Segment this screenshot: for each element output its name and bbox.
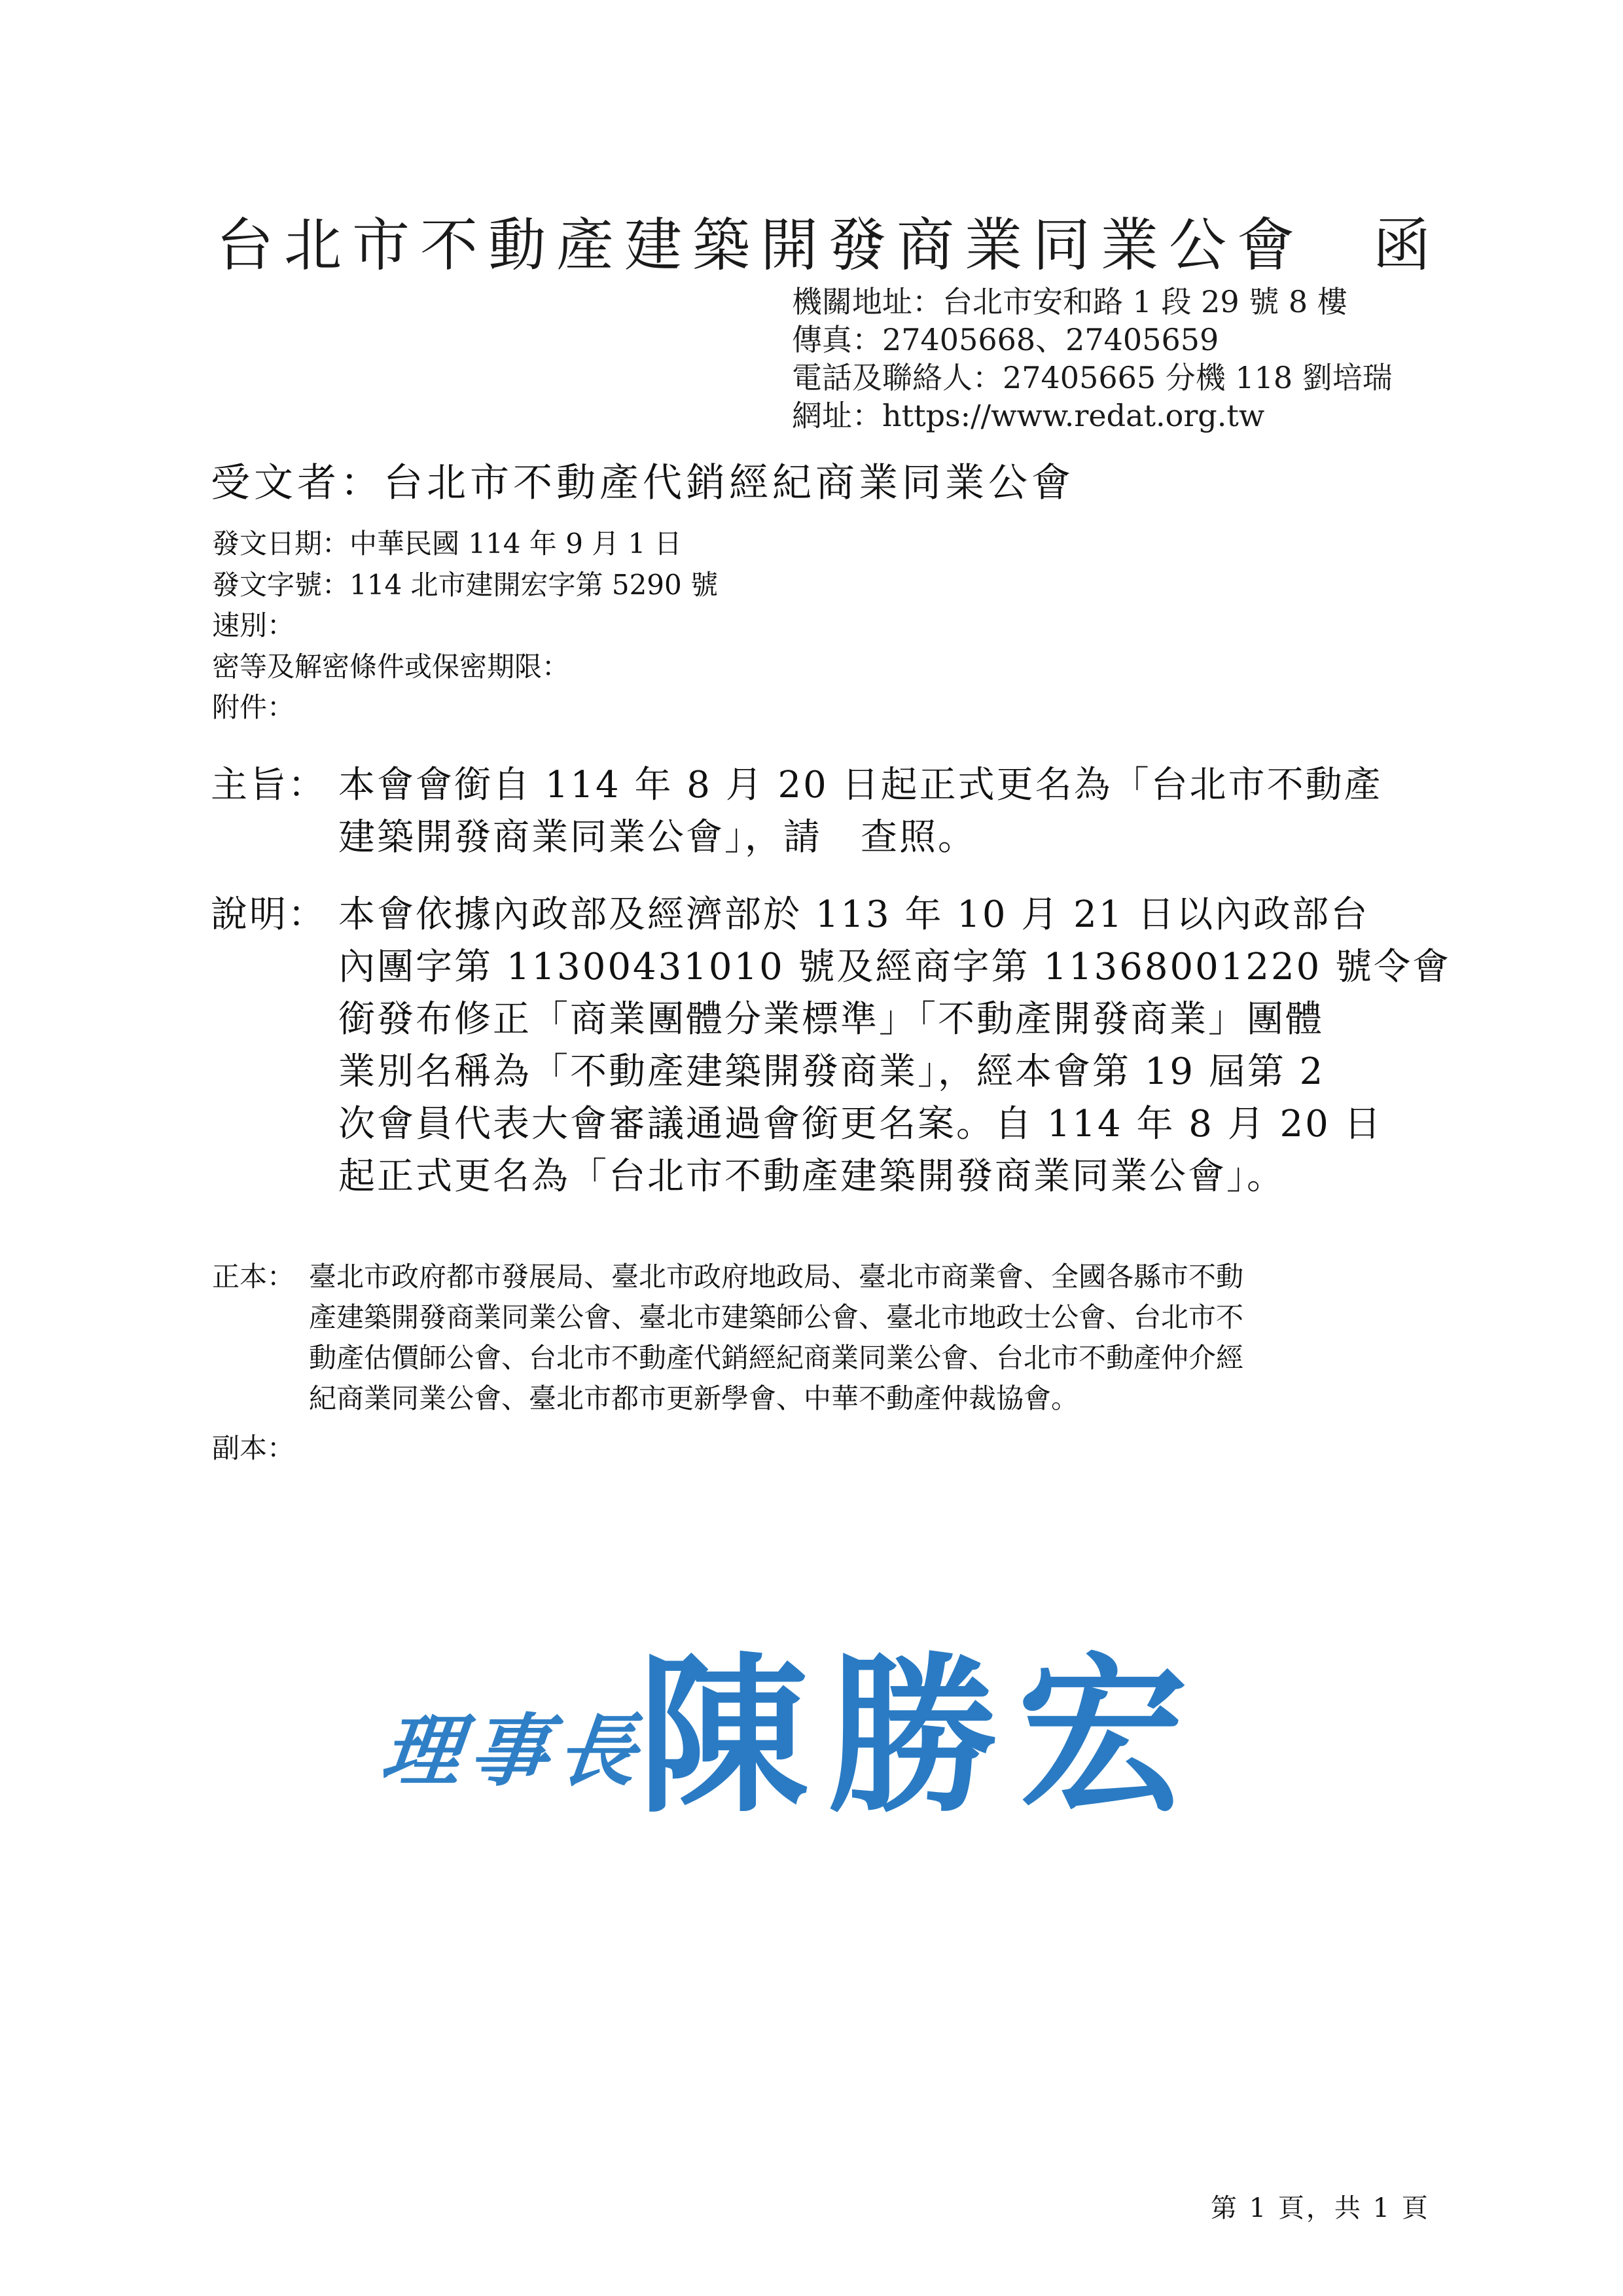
- signature-title-stamp: 理事長: [377, 1705, 651, 1797]
- subject-section: [211, 759, 1383, 864]
- org-phone-contact: 電話及聯絡人：27405665 分機 118 劉培瑞: [792, 360, 1393, 395]
- explanation-line: 本會依據內政部及經濟部於 113 年 10 月 21 日以內政部台: [338, 893, 1370, 936]
- explanation-line: 業別名稱為「不動產建築開發商業」，經本會第 19 屆第 2: [338, 1050, 1325, 1093]
- page-number: 第 1 頁，共 1 頁: [1211, 2193, 1430, 2223]
- org-website: 網址：https://www.redat.org.tw: [792, 398, 1265, 433]
- main-copy-label: 正本：: [212, 1261, 295, 1293]
- explanation-line: 起正式更名為「台北市不動產建築開發商業同業公會」。: [338, 1155, 1285, 1198]
- explanation-line: 內團字第 11300431010 號及經商字第 11368001220 號令會: [338, 946, 1452, 988]
- carbon-copy-label: 副本：: [212, 1432, 295, 1464]
- recipient: 受文者：台北市不動產代銷經紀商業同業公會: [211, 460, 1075, 506]
- distribution-main: [212, 1257, 1243, 1419]
- attachments: 附件：: [212, 691, 295, 723]
- explanation-line: 銜發布修正「商業團體分業標準」「不動產開發商業」團體: [338, 998, 1324, 1041]
- subject-line: 本會會銜自 114 年 8 月 20 日起正式更名為「台北市不動產: [338, 764, 1383, 806]
- issue-date: 發文日期：中華民國 114 年 9 月 1 日: [212, 528, 682, 560]
- delivery-speed: 速別：: [212, 609, 295, 641]
- main-copy-line: 紀商業同業公會、臺北市都市更新學會、中華不動產仲裁協會。: [309, 1382, 1079, 1414]
- signature-name-stamp: 陳勝宏: [638, 1636, 1207, 1836]
- main-copy-line: 產建築開發商業同業公會、臺北市建築師公會、臺北市地政士公會、台北市不: [309, 1301, 1244, 1333]
- org-fax: 傳真：27405668、27405659: [792, 322, 1219, 357]
- explanation-line: 次會員代表大會審議通過會銜更名案。自 114 年 8 月 20 日: [338, 1103, 1383, 1145]
- main-copy-line: 臺北市政府都市發展局、臺北市政府地政局、臺北市商業會、全國各縣市不動: [309, 1261, 1244, 1293]
- document-meta: [212, 524, 718, 728]
- secrecy-level: 密等及解密條件或保密期限：: [212, 650, 570, 683]
- explanation-label: 說明：: [211, 893, 327, 936]
- org-address: 機關地址：台北市安和路 1 段 29 號 8 樓: [792, 284, 1347, 319]
- document-title: 台北市不動產建築開發商業同業公會 函: [216, 211, 1442, 279]
- main-copy-line: 動產估價師公會、台北市不動產代銷經紀商業同業公會、台北市不動產仲介經: [309, 1342, 1244, 1374]
- explanation-section: [211, 889, 1451, 1203]
- subject-label: 主旨：: [211, 764, 327, 806]
- organization-info: [792, 283, 1393, 435]
- subject-line: 建築開發商業同業公會」，請 查照。: [338, 816, 976, 859]
- document-number: 發文字號：114 北市建開宏字第 5290 號: [212, 568, 719, 601]
